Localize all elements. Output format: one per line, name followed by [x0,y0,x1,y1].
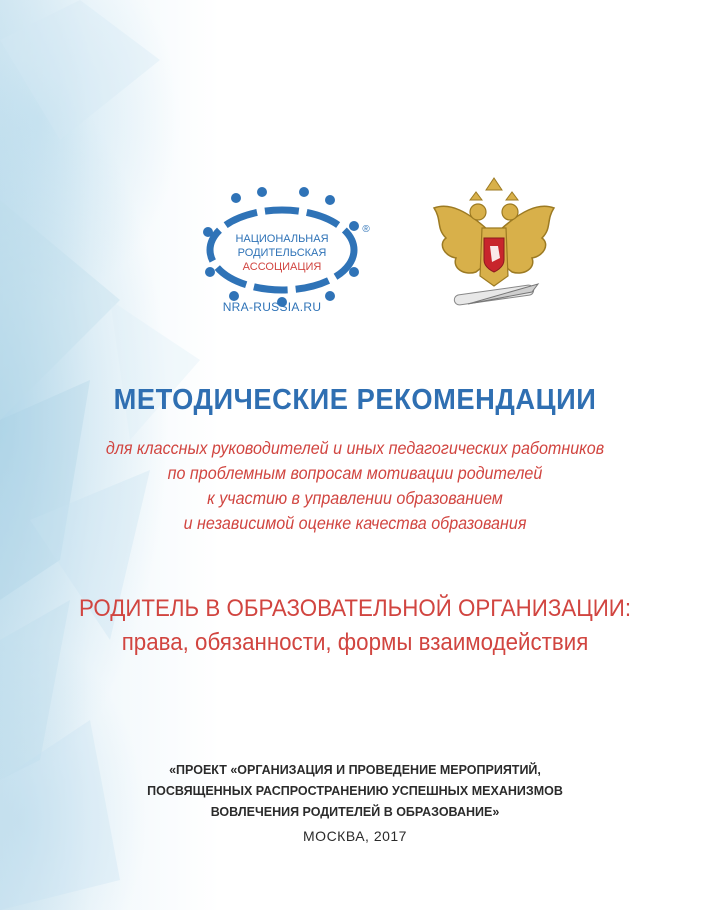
nra-url: NRA-RUSSIA.RU [222,300,322,314]
project-line: «ПРОЕКТ «ОРГАНИЗАЦИЯ И ПРОВЕДЕНИЕ МЕРОПРИЯТИЙ, [169,763,541,777]
subtitle-line: по проблемным вопросам мотивации родителей [167,463,543,483]
logo-line-2: РОДИТЕЛЬСКАЯ [237,247,327,259]
subtitle-line: к участию в управлении образованием [207,488,503,508]
project-line: ВОВЛЕЧЕНИЯ РОДИТЕЛЕЙ В ОБРАЗОВАНИЕ» [210,805,500,819]
document-title: МЕТОДИЧЕСКИЕ РЕКОМЕНДАЦИИ [113,384,597,416]
heading-line-1: РОДИТЕЛЬ В ОБРАЗОВАТЕЛЬНОЙ ОРГАНИЗАЦИИ: [78,595,632,622]
document-subtitle [65,436,645,536]
nra-logo [196,180,382,320]
registered-mark: ® [362,224,370,235]
section-heading [25,592,685,660]
subtitle-line: для классных руководителей и иных педагогических работников [105,438,605,458]
subtitle-line: и независимой оценке качества образования [183,513,527,533]
logo-line-3: АССОЦИАЦИЯ [242,261,322,273]
project-caption [0,760,710,823]
emblem-icon [428,172,560,320]
project-line: ПОСВЯЩЕННЫХ РАСПРОСТРАНЕНИЮ УСПЕШНЫХ МЕХАНИЗМОВ [147,784,563,798]
logo-line-1: НАЦИОНАЛЬНАЯ [235,233,329,245]
heading-line-2: права, обязанности, формы взаимодействия [121,629,589,656]
city-year: МОСКВА, 2017 [303,828,407,844]
